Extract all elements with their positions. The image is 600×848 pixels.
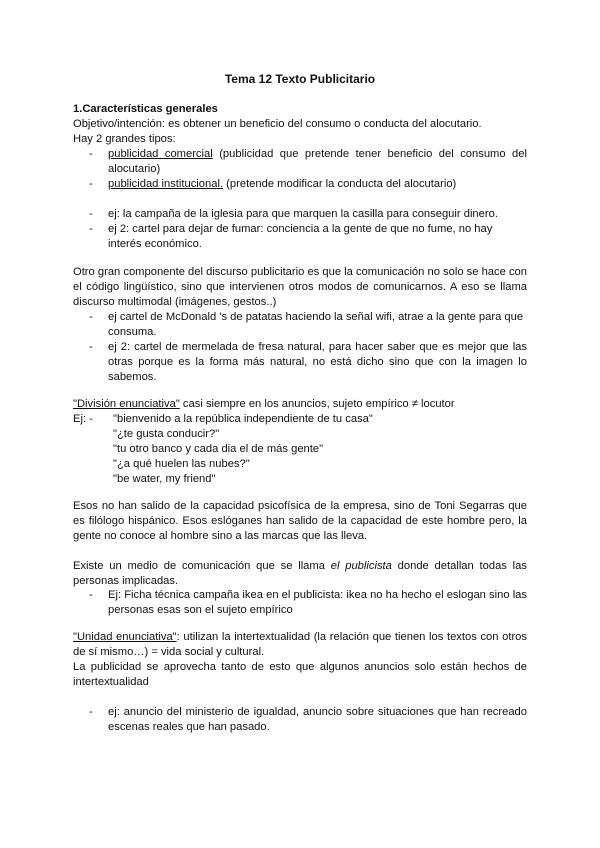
multimodal-paragraph: Otro gran componente del discurso publicitario es que la comunicación no solo se hace con el código lingüístico, sino que intervienen otros modos de comunicarnos. A eso se llama discurso multimodal (imágenes, gestos..) <box>73 266 527 308</box>
page-title: Tema 12 Texto Publicitario <box>224 72 376 86</box>
list-item-text: ej 2: cartel de mermelada de fresa natural, para hacer saber que es mejor que las otras porque es la forma más natural, no está dicho sino que con la imagen lo sabemos. <box>108 341 527 383</box>
list-item-text: ej: la campaña de la iglesia para que marquen la casilla para conseguir dinero. <box>108 208 498 220</box>
list-item <box>73 177 527 192</box>
division-line: "División enunciativa" casi siempre en los anuncios, sujeto empírico ≠ locutor <box>73 398 455 410</box>
list-item <box>73 705 527 735</box>
list-item <box>73 222 527 252</box>
italic-term: el publicista <box>330 560 392 572</box>
quote-item: "be water, my friend" <box>113 473 216 485</box>
list-item <box>73 207 527 222</box>
ej-label: Ej: - <box>73 413 93 425</box>
term-underlined: publicidad comercial <box>108 148 213 160</box>
list-item <box>73 147 527 177</box>
list-item <box>73 310 527 340</box>
section-heading: 1.Características generales <box>73 103 218 115</box>
list-item-text: ej cartel de McDonald 's de patatas haciendo la señal wifi, atrae a la gente para que consuma. <box>108 311 524 338</box>
publicista-paragraph: Existe un medio de comunicación que se llama el publicista donde detallan todas las personas implicadas. <box>73 560 527 587</box>
term-underlined: "Unidad enunciativa" <box>73 631 177 643</box>
quote-item: "¿a qué huelen las nubes?" <box>113 458 250 470</box>
list-dash: - <box>89 706 93 718</box>
objective-line: Objetivo/intención: es obtener un beneficio del consumo o conducta del alocutario. <box>73 118 482 130</box>
quote-item: "tu otro banco y cada dia el de más gente" <box>113 443 324 455</box>
unidad-paragraph: La publicidad se aprovecha tanto de esto que algunos anuncios solo están hechos de intertextualidad <box>73 661 527 688</box>
list-item-text: ej: anuncio del ministerio de igualdad, anuncio sobre situaciones que han recreado escenas reales que han pasado. <box>108 706 527 733</box>
quote-list <box>73 412 527 487</box>
segarra-paragraph: Esos no han salido de la capacidad psicofísica de la empresa, sino de Toni Segarras que es filólogo hispánico. Esos eslóganes han salido de la capacidad de este hombre pero, la gente no conoce al hombre sino a las marcas que las lleva. <box>73 500 527 542</box>
quote-item: "bienvenido a la república independiente de tu casa" <box>113 413 373 425</box>
list-dash: - <box>89 589 93 601</box>
list-item-text: publicidad comercial (publicidad que pretende tener beneficio del consumo del alocutario) <box>108 148 527 175</box>
unidad-line: "Unidad enunciativa": utilizan la intertextualidad (la relación que tienen los textos con otros de sí mismo…) = vida social y cultural. <box>73 631 527 658</box>
list-dash: - <box>89 311 93 323</box>
term-underlined: publicidad institucional. <box>108 178 224 190</box>
list-item <box>73 588 527 618</box>
list-item-text: Ej: Ficha técnica campaña ikea en el publicista: ikea no ha hecho el eslogan sino las personas esas son el sujeto empírico <box>108 589 527 616</box>
list-dash: - <box>89 208 93 220</box>
list-item-text: publicidad institucional. (pretende modificar la conducta del alocutario) <box>108 178 457 190</box>
list-item-text: ej 2: cartel para dejar de fumar: conciencia a la gente de que no fume, no hay interés económico. <box>108 223 493 250</box>
list-dash: - <box>89 223 93 235</box>
list-dash: - <box>89 341 93 353</box>
list-item <box>73 340 527 385</box>
list-dash: - <box>89 148 93 160</box>
types-intro: Hay 2 grandes tipos: <box>73 133 176 145</box>
list-dash: - <box>89 178 93 190</box>
term-underlined: "División enunciativa" <box>73 398 180 410</box>
quote-item: "¿te gusta conducir?" <box>113 428 220 440</box>
